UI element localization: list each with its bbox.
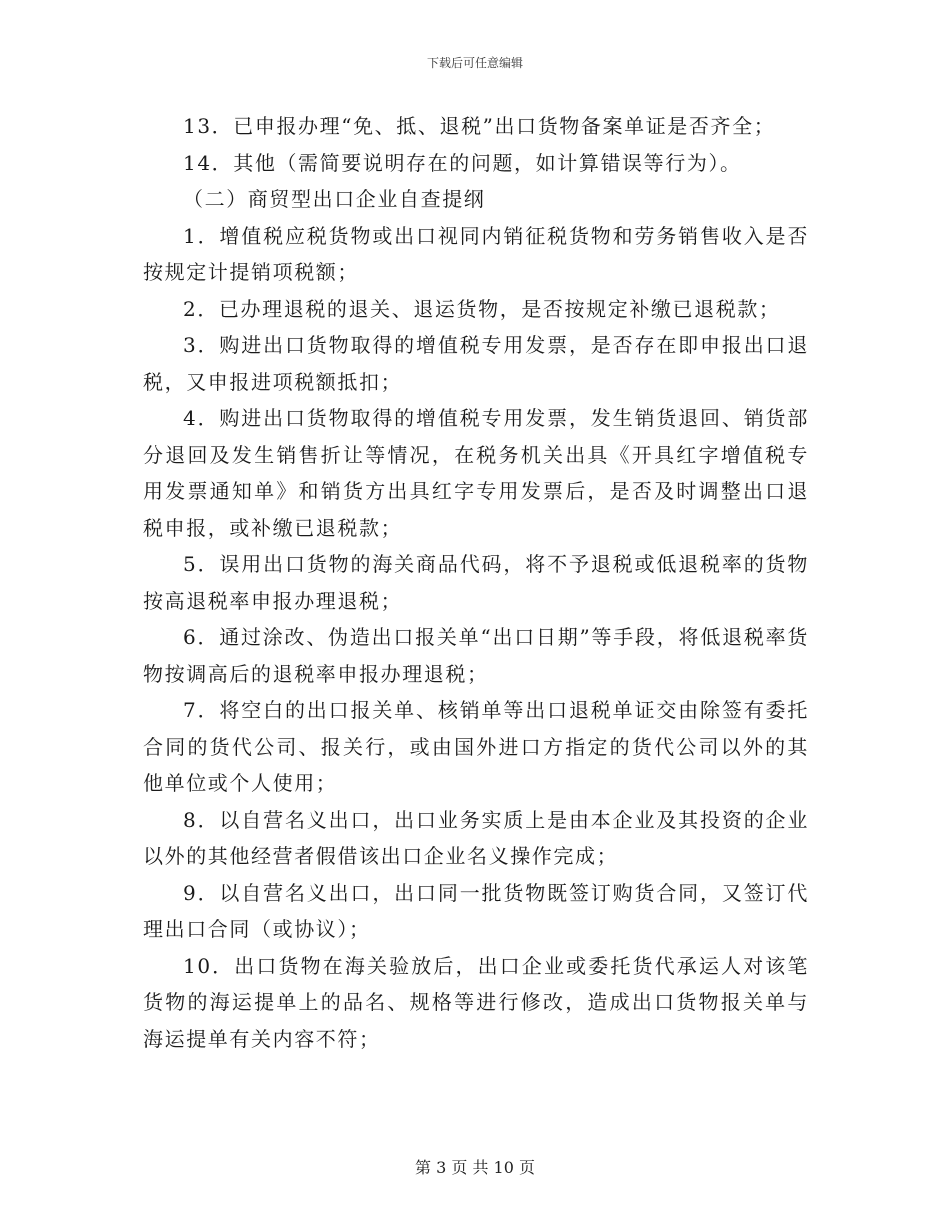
section-heading: （二）商贸型出口企业自查提纲 xyxy=(183,187,486,211)
paragraph-item-1: 1．增值税应税货物或出口视同内销征税货物和劳务销售收入是否按规定计提销项税额； xyxy=(143,223,809,284)
paragraph-item-5: 5．误用出口货物的海关商品代码，将不予退税或低退税率的货物按高退税率申报办理退税； xyxy=(143,552,809,613)
paragraph-item-4: 4．购进出口货物取得的增值税专用发票，发生销货退回、销货部分退回及发生销售折让等情况，在税务机关出具《开具红字增值税专用发票通知单》和销货方出具红字专用发票后，是否及时调整出口退税申报，或补缴已退税款； xyxy=(143,406,809,540)
paragraph-item-7: 7．将空白的出口报关单、核销单等出口退税单证交由除签有委托合同的货代公司、报关行，或由国外进口方指定的货代公司以外的其他单位或个人使用； xyxy=(143,698,809,795)
paragraph-14: 14．其他（需简要说明存在的问题，如计算错误等行为）。 xyxy=(183,150,742,175)
paragraph-item-6: 6．通过涂改、伪造出口报关单“出口日期”等手段，将低退税率货物按调高后的退税率申报办理退税； xyxy=(143,625,809,686)
paragraph-13: 13．已申报办理“免、抵、退税”出口货物备案单证是否齐全； xyxy=(183,114,776,138)
paragraph-item-2: 2．已办理退税的退关、退运货物，是否按规定补缴已退税款； xyxy=(183,296,781,321)
page-footer: 第 3 页 共 10 页 xyxy=(415,1158,535,1177)
paragraph-item-3: 3．购进出口货物取得的增值税专用发票，是否存在即申报出口退税，又申报进项税额抵扣； xyxy=(143,333,809,394)
paragraph-item-10: 10．出口货物在海关验放后，出口企业或委托货代承运人对该笔货物的海运提单上的品名、规格等进行修改，造成出口货物报关单与海运提单有关内容不符； xyxy=(143,953,809,1051)
paragraph-item-8: 8．以自营名义出口，出口业务实质上是由本企业及其投资的企业以外的其他经营者假借该出口企业名义操作完成； xyxy=(143,807,809,868)
document-body xyxy=(143,108,809,1057)
paragraph-item-9: 9．以自营名义出口，出口同一批货物既签订购货合同，又签订代理出口合同（或协议）； xyxy=(143,880,809,941)
page-header: 下载后可任意编辑 xyxy=(426,56,523,70)
